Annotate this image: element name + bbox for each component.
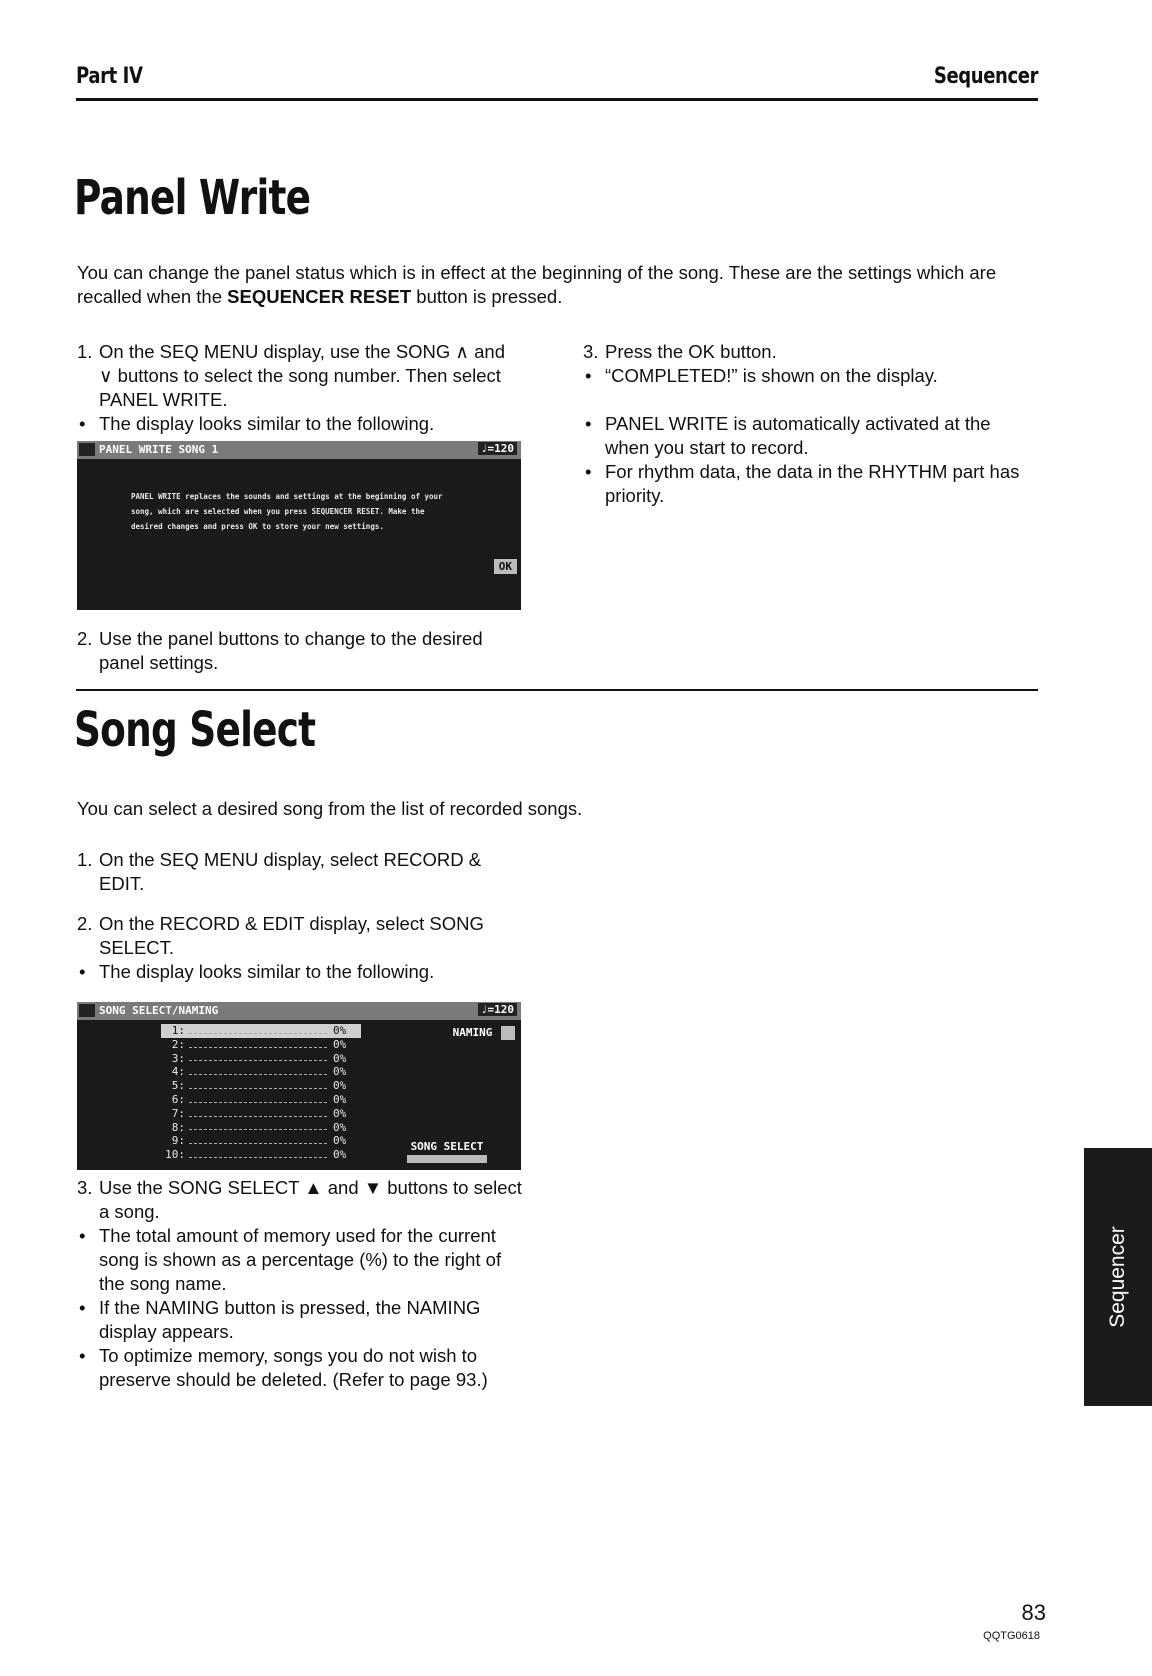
panel-write-display-note: • The display looks similar to the following. [77,412,522,436]
panel-write-title: Panel Write [74,170,311,226]
song-name-blank [189,1079,327,1089]
song-row[interactable] [161,1134,361,1148]
display-menu-icon [79,1004,95,1017]
song-select-bullet-2: • If the NAMING button is pressed, the NAMING display appears. [77,1296,522,1344]
naming-icon [501,1026,515,1040]
song-memory-percent: 0% [333,1079,347,1093]
side-tab [1084,1148,1152,1406]
song-select-step-3: 3. Use the SONG SELECT ▲ and ▼ buttons to select a song. [77,1177,522,1222]
part-label: Part IV [76,64,143,89]
song-number: 9: [171,1134,185,1148]
display-title: SONG SELECT/NAMING [99,1004,219,1017]
panel-write-right-column [583,340,1038,508]
song-number: 3: [171,1051,185,1065]
song-select-display [77,1002,521,1170]
song-row[interactable] [161,1148,361,1162]
panel-write-step-1: 1. On the SEQ MENU display, use the SONG ∧ and ∨ buttons to select the song number. Then select PANEL WRITE. [77,341,505,410]
song-number: 8: [171,1120,185,1134]
song-select-display-titlebar [77,1002,521,1020]
song-name-blank [189,1038,327,1048]
panel-write-display-message: PANEL WRITE replaces the sounds and settings at the beginning of your song, which are selected when you press SEQUENCER RESET. Make the desired changes and press OK to store your new settings. [131,492,443,531]
panel-write-step-3: 3. Press the OK button. [583,341,777,362]
song-row[interactable] [161,1024,361,1038]
song-number: 7: [171,1106,185,1120]
song-number: 5: [171,1079,185,1093]
header-rule [76,98,1038,101]
song-memory-percent: 0% [333,1134,347,1148]
song-name-blank [189,1121,327,1131]
display-menu-icon [79,443,95,456]
song-memory-percent: 0% [333,1037,347,1051]
document-code: QQTG0618 [983,1630,1040,1642]
naming-label: NAMING [452,1026,493,1039]
song-memory-percent: 0% [333,1092,347,1106]
song-select-bullet-1: • The total amount of memory used for the current song is shown as a percentage (%) to the right of the song name. [77,1224,522,1296]
section-label: Sequencer [933,64,1038,89]
panel-write-left-column [77,340,522,436]
song-select-button[interactable] [407,1140,487,1163]
song-name-blank [189,1024,327,1034]
song-select-step-1: 1. On the SEQ MENU display, select RECORD & EDIT. [77,849,482,894]
song-row[interactable] [161,1052,361,1066]
panel-write-intro: You can change the panel status which is in effect at the beginning of the song. These are the settings which are recalled when the SEQUENCER RESET button is pressed. [77,262,997,307]
song-memory-percent: 0% [333,1148,347,1162]
song-number: 1: [171,1024,185,1037]
panel-write-note-2: • For rhythm data, the data in the RHYTHM part has priority. [583,460,1038,508]
page-number: 83 [1021,1600,1046,1625]
display-ok-button[interactable]: OK [494,559,517,574]
song-select-bullet-3: • To optimize memory, songs you do not wish to preserve should be deleted. (Refer to page 93.) [77,1344,522,1392]
song-number: 6: [171,1092,185,1106]
display-tempo: ♩=120 [478,442,517,455]
panel-write-display-titlebar [77,441,521,459]
song-number: 2: [171,1037,185,1051]
song-memory-percent: 0% [333,1106,347,1120]
panel-write-step-2-block [77,627,522,675]
song-memory-percent: 0% [333,1051,347,1065]
display-title: PANEL WRITE SONG 1 [99,443,219,456]
song-row[interactable] [161,1121,361,1135]
song-row[interactable] [161,1079,361,1093]
song-number: 4: [171,1065,185,1079]
song-row[interactable] [161,1065,361,1079]
song-number: 10: [165,1148,185,1162]
song-name-blank [189,1052,327,1062]
song-row[interactable] [161,1107,361,1121]
naming-button[interactable] [453,1026,515,1040]
song-name-blank [189,1107,327,1117]
song-row[interactable] [161,1038,361,1052]
song-name-blank [189,1148,327,1158]
song-row[interactable] [161,1093,361,1107]
song-select-display-note: • The display looks similar to the following. [77,960,522,984]
display-tempo: ♩=120 [478,1003,517,1016]
song-select-intro: You can select a desired song from the list of recorded songs. [77,798,583,819]
song-select-step-2: 2. On the RECORD & EDIT display, select SONG SELECT. [77,913,484,958]
song-memory-percent: 0% [333,1065,347,1079]
song-list[interactable] [161,1024,361,1162]
song-memory-percent: 0% [333,1120,347,1134]
song-select-steps [77,848,522,984]
song-name-blank [189,1134,327,1144]
panel-write-display [77,441,521,610]
song-select-label: SONG SELECT [410,1140,484,1153]
song-select-slider-icon [407,1155,487,1163]
song-select-title: Song Select [74,702,316,758]
side-tab-label: Sequencer [1106,1226,1129,1328]
section-divider [76,689,1038,691]
panel-write-note-1: • PANEL WRITE is automatically activated at the when you start to record. [583,412,1038,460]
song-select-step-3-block [77,1176,522,1392]
song-name-blank [189,1093,327,1103]
panel-write-step-3-note: • “COMPLETED!” is shown on the display. [583,364,1038,388]
panel-write-step-2: 2. Use the panel buttons to change to the desired panel settings. [77,628,483,673]
song-name-blank [189,1065,327,1075]
song-memory-percent: 0% [333,1024,347,1037]
